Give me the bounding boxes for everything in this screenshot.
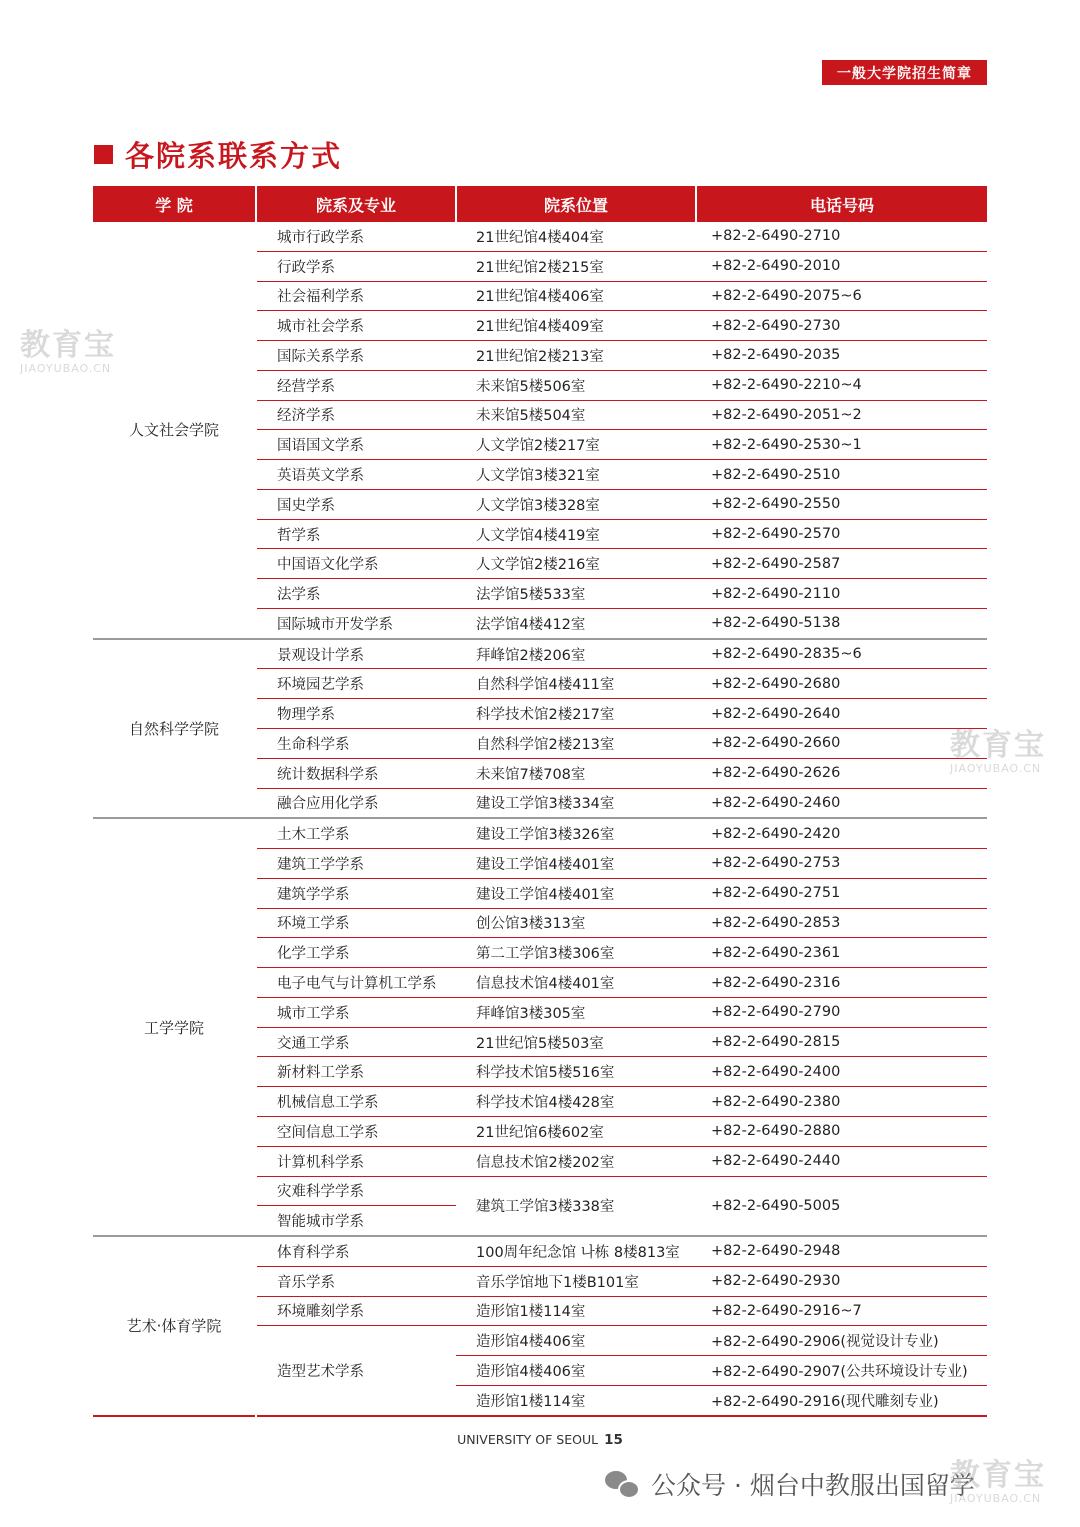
phone-cell: +82-2-6490-2815 [696, 1027, 987, 1057]
department-cell: 体育科学系 [256, 1236, 456, 1266]
phone-cell: +82-2-6490-2916(现代雕刻专业) [711, 1393, 939, 1410]
watermark-main: 教育宝 [20, 328, 116, 363]
department-cell: 城市行政学系 [256, 222, 456, 251]
college-cell: 人文社会学院 [93, 222, 256, 639]
phone-cell: +82-2-6490-2640 [696, 699, 987, 729]
location-cell: 人文学馆2楼216室 [456, 549, 696, 579]
phone-cell: +82-2-6490-2660 [696, 729, 987, 759]
phone-cell: +82-2-6490-2948 [696, 1236, 987, 1266]
location-cell: 21世纪馆4楼406室 [456, 281, 696, 311]
phone-cell: +82-2-6490-2907(公共环境设计专业) [696, 1356, 987, 1386]
department-cell: 法学系 [256, 579, 456, 609]
watermark-bottom [950, 1460, 1046, 1505]
location-cell: 21世纪馆4楼404室 [456, 222, 696, 251]
department-cell: 环境雕刻学系 [256, 1296, 456, 1326]
location-cell: 人文学馆2楼217室 [456, 430, 696, 460]
location-cell: 自然科学馆2楼213室 [456, 729, 696, 759]
page-title: 各院系联系方式 [125, 138, 343, 173]
department-cell: 国际城市开发学系 [256, 608, 456, 638]
page-footer [0, 1432, 1080, 1448]
footer-university: UNIVERSITY OF SEOUL [457, 1432, 599, 1447]
phone-cell: +82-2-6490-5005 [696, 1176, 987, 1236]
department-cell: 行政学系 [256, 251, 456, 281]
location-cell: 建设工学馆4楼401室 [456, 849, 696, 879]
header-location: 院系位置 [456, 186, 696, 222]
phone-cell: +82-2-6490-2835~6 [696, 639, 987, 669]
department-cell: 生命科学系 [256, 729, 456, 759]
section-title [94, 134, 342, 174]
phone-cell: +82-2-6490-2916~7 [696, 1296, 987, 1326]
location-cell: 拜峰馆3楼305室 [456, 997, 696, 1027]
location-cell: 科学技术馆4楼428室 [456, 1087, 696, 1117]
phone-cell: +82-2-6490-2420 [696, 818, 987, 848]
department-cell: 土木工学系 [256, 818, 456, 848]
watermark-left [20, 330, 116, 375]
department-cell: 建筑学学系 [256, 878, 456, 908]
watermark-sub: JIAOYUBAO.CN [20, 362, 112, 375]
table-row [93, 222, 987, 251]
title-square-icon [94, 145, 113, 164]
phone-cell: +82-2-6490-2035 [696, 341, 987, 371]
department-cell: 空间信息工学系 [256, 1116, 456, 1146]
phone-cell: +82-2-6490-2051~2 [696, 400, 987, 430]
phone-cell: +82-2-6490-2680 [696, 669, 987, 699]
department-cell: 音乐学系 [256, 1266, 456, 1296]
header-phone: 电话号码 [696, 186, 987, 222]
phone-cell: +82-2-6490-2210~4 [696, 370, 987, 400]
department-cell: 统计数据科学系 [256, 758, 456, 788]
phone-cell: +82-2-6490-2550 [696, 489, 987, 519]
location-cell: 造形馆4楼406室 [456, 1326, 696, 1356]
location-cell: 人文学馆3楼328室 [456, 489, 696, 519]
location-cell: 21世纪馆2楼215室 [456, 251, 696, 281]
location-cell: 未来馆7楼708室 [456, 758, 696, 788]
phone-cell: +82-2-6490-2880 [696, 1116, 987, 1146]
header-college: 学 院 [93, 186, 256, 222]
location-cell: 信息技术馆4楼401室 [456, 968, 696, 998]
phone-cell: +82-2-6490-2075~6 [696, 281, 987, 311]
watermark-main: 教育宝 [950, 728, 1046, 763]
location-cell: 建设工学馆3楼326室 [456, 818, 696, 848]
table-row [93, 1236, 987, 1266]
phone-cell: +82-2-6490-2010 [696, 251, 987, 281]
department-cell: 国语国文学系 [256, 430, 456, 460]
phone-cell: +82-2-6490-2400 [696, 1057, 987, 1087]
wechat-caption [605, 1466, 975, 1502]
college-cell: 自然科学学院 [93, 639, 256, 819]
phone-cell: +82-2-6490-2440 [696, 1146, 987, 1176]
department-cell: 电子电气与计算机工学系 [256, 968, 456, 998]
department-cell: 融合应用化学系 [256, 788, 456, 818]
location-cell: 未来馆5楼504室 [456, 400, 696, 430]
location-cell: 100周年纪念馆 나栋 8楼813室 [456, 1236, 696, 1266]
contacts-table [93, 186, 987, 1417]
department-cell: 国史学系 [256, 489, 456, 519]
department-cell: 环境工学系 [256, 908, 456, 938]
department-cell: 环境园艺学系 [256, 669, 456, 699]
phone-cell: +82-2-6490-5138 [696, 608, 987, 638]
department-cell: 智能城市学系 [256, 1206, 456, 1236]
department-cell: 城市社会学系 [256, 311, 456, 341]
department-cell: 建筑工学学系 [256, 849, 456, 879]
watermark-right [950, 730, 1046, 775]
location-cell: 科学技术馆5楼516室 [456, 1057, 696, 1087]
phone-cell: +82-2-6490-2460 [696, 788, 987, 818]
page-number: 15 [604, 1432, 623, 1448]
phone-cell: +82-2-6490-2570 [696, 519, 987, 549]
department-cell: 经营学系 [256, 370, 456, 400]
header-badge: 一般大学院招生简章 [822, 60, 987, 85]
department-cell: 社会福利学系 [256, 281, 456, 311]
table-header-row [93, 186, 987, 222]
department-cell: 交通工学系 [256, 1027, 456, 1057]
department-cell: 英语英文学系 [256, 460, 456, 490]
department-cell: 国际关系学系 [256, 341, 456, 371]
department-cell: 机械信息工学系 [256, 1087, 456, 1117]
phone-cell: +82-2-6490-2730 [696, 311, 987, 341]
watermark-main: 教育宝 [950, 1458, 1046, 1493]
department-cell: 造型艺术学系 [256, 1326, 456, 1416]
location-cell: 科学技术馆2楼217室 [456, 699, 696, 729]
department-cell: 哲学系 [256, 519, 456, 549]
phone-cell: +82-2-6490-2361 [696, 938, 987, 968]
wechat-text: 公众号 · 烟台中教服出国留学 [651, 1471, 975, 1500]
phone-cell: +82-2-6490-2380 [696, 1087, 987, 1117]
phone-cell: +82-2-6490-2930 [696, 1266, 987, 1296]
college-cell: 工学学院 [93, 818, 256, 1236]
college-cell: 艺术·体育学院 [126, 1317, 222, 1336]
location-cell: 信息技术馆2楼202室 [456, 1146, 696, 1176]
location-cell: 21世纪馆6楼602室 [456, 1116, 696, 1146]
location-cell: 创公馆3楼313室 [456, 908, 696, 938]
watermark-sub: JIAOYUBAO.CN [950, 762, 1042, 775]
location-cell: 建筑工学馆3楼338室 [456, 1176, 696, 1236]
table-row [93, 639, 987, 669]
department-cell: 中国语文化学系 [256, 549, 456, 579]
phone-cell: +82-2-6490-2587 [696, 549, 987, 579]
phone-cell: +82-2-6490-2510 [696, 460, 987, 490]
location-cell: 21世纪馆5楼503室 [456, 1027, 696, 1057]
phone-cell: +82-2-6490-2316 [696, 968, 987, 998]
header-department: 院系及专业 [256, 186, 456, 222]
table-row [93, 818, 987, 848]
department-cell: 经济学系 [256, 400, 456, 430]
location-cell: 法学馆5楼533室 [456, 579, 696, 609]
phone-cell: +82-2-6490-2110 [696, 579, 987, 609]
wechat-icon [605, 1471, 639, 1497]
location-cell: 人文学馆4楼419室 [456, 519, 696, 549]
phone-cell: +82-2-6490-2790 [696, 997, 987, 1027]
department-cell: 化学工学系 [256, 938, 456, 968]
location-cell: 21世纪馆2楼213室 [456, 341, 696, 371]
phone-cell: +82-2-6490-2753 [696, 849, 987, 879]
location-cell: 第二工学馆3楼306室 [456, 938, 696, 968]
phone-cell: +82-2-6490-2626 [696, 758, 987, 788]
department-cell: 灾难科学学系 [256, 1176, 456, 1206]
department-cell: 新材料工学系 [256, 1057, 456, 1087]
phone-cell: +82-2-6490-2906(视觉设计专业) [696, 1326, 987, 1356]
phone-cell: +82-2-6490-2751 [696, 878, 987, 908]
location-cell: 人文学馆3楼321室 [456, 460, 696, 490]
department-cell: 物理学系 [256, 699, 456, 729]
location-cell: 造形馆1楼114室 [456, 1296, 696, 1326]
location-cell: 拜峰馆2楼206室 [456, 639, 696, 669]
location-cell: 造形馆4楼406室 [456, 1356, 696, 1386]
phone-cell: +82-2-6490-2710 [696, 222, 987, 251]
location-cell: 未来馆5楼506室 [456, 370, 696, 400]
location-cell: 音乐学馆地下1楼B101室 [456, 1266, 696, 1296]
location-cell: 法学馆4楼412室 [456, 608, 696, 638]
location-cell: 造形馆1楼114室 [476, 1393, 586, 1410]
department-cell: 景观设计学系 [256, 639, 456, 669]
phone-cell: +82-2-6490-2530~1 [696, 430, 987, 460]
department-cell: 计算机科学系 [256, 1146, 456, 1176]
location-cell: 建设工学馆3楼334室 [456, 788, 696, 818]
department-cell: 城市工学系 [256, 997, 456, 1027]
phone-cell: +82-2-6490-2853 [696, 908, 987, 938]
watermark-sub: JIAOYUBAO.CN [950, 1492, 1042, 1505]
location-cell: 建设工学馆4楼401室 [456, 878, 696, 908]
location-cell: 21世纪馆4楼409室 [456, 311, 696, 341]
location-cell: 自然科学馆4楼411室 [456, 669, 696, 699]
